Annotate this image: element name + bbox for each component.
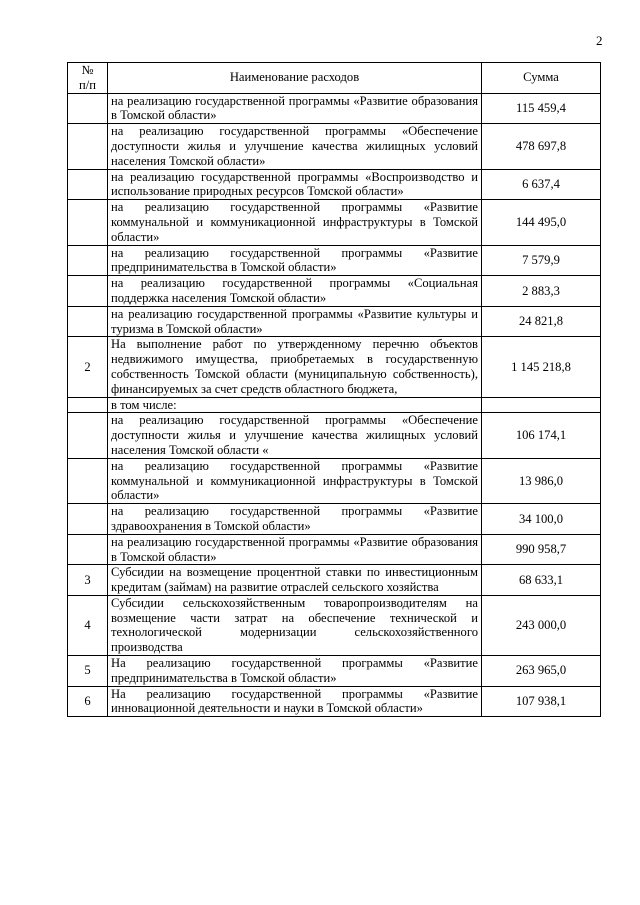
row-number [68, 93, 108, 124]
row-expense-name: на реализацию государственной программы «Развитие коммунальной и коммуникационной инфраструктуры в Томской области» [108, 458, 482, 503]
row-number [68, 397, 108, 413]
header-sum: Сумма [482, 63, 601, 94]
row-sum: 7 579,9 [482, 245, 601, 276]
table-row [68, 245, 601, 276]
row-expense-name: на реализацию государственной программы «Социальная поддержка населения Томской области» [108, 276, 482, 307]
row-sum: 34 100,0 [482, 504, 601, 535]
row-expense-name: на реализацию государственной программы «Воспроизводство и использование природных ресурсов Томской области» [108, 169, 482, 200]
table-row [68, 306, 601, 337]
table-row [68, 504, 601, 535]
table-row [68, 276, 601, 307]
row-number: 4 [68, 595, 108, 655]
row-sum: 6 637,4 [482, 169, 601, 200]
table-row [68, 686, 601, 717]
row-number: 2 [68, 337, 108, 397]
row-expense-name: на реализацию государственной программы «Развитие культуры и туризма в Томской области» [108, 306, 482, 337]
row-sum: 1 145 218,8 [482, 337, 601, 397]
row-sum: 144 495,0 [482, 200, 601, 245]
row-expense-name: на реализацию государственной программы «Развитие коммунальной и коммуникационной инфраструктуры в Томской области» [108, 200, 482, 245]
row-sum: 68 633,1 [482, 565, 601, 596]
row-number: 6 [68, 686, 108, 717]
row-expense-name: на реализацию государственной программы «Развитие здравоохранения в Томской области» [108, 504, 482, 535]
row-number [68, 504, 108, 535]
row-number [68, 413, 108, 458]
row-expense-name: На выполнение работ по утвержденному перечню объектов недвижимого имущества, приобретаемых в государственную собственность Томской области (муниципальную собственность), финансируемых за счет средств областного бюджета, [108, 337, 482, 397]
table-body [68, 93, 601, 717]
row-sum: 24 821,8 [482, 306, 601, 337]
row-sum: 990 958,7 [482, 534, 601, 565]
table-row [68, 458, 601, 503]
row-expense-name: Субсидии сельскохозяйственным товаропроизводителям на возмещение части затрат на обеспечение технической и технологической модернизации сельскохозяйственного производства [108, 595, 482, 655]
table-row [68, 200, 601, 245]
row-expense-name: на реализацию государственной программы «Обеспечение доступности жилья и улучшение качества жилищных условий населения Томской области « [108, 413, 482, 458]
table-row [68, 595, 601, 655]
row-expense-name: Субсидии на возмещение процентной ставки по инвестиционным кредитам (займам) на развитие отраслей сельского хозяйства [108, 565, 482, 596]
table-row [68, 656, 601, 687]
row-number [68, 276, 108, 307]
row-expense-name: На реализацию государственной программы «Развитие предпринимательства в Томской области» [108, 656, 482, 687]
row-expense-name: на реализацию государственной программы «Развитие образования в Томской области» [108, 534, 482, 565]
table-row [68, 534, 601, 565]
table-row [68, 93, 601, 124]
row-sum: 115 459,4 [482, 93, 601, 124]
row-sum: 2 883,3 [482, 276, 601, 307]
row-sum: 243 000,0 [482, 595, 601, 655]
row-number [68, 458, 108, 503]
expenses-table [67, 62, 601, 717]
row-number [68, 200, 108, 245]
row-sum: 107 938,1 [482, 686, 601, 717]
table-row [68, 337, 601, 397]
table-row [68, 565, 601, 596]
row-number [68, 306, 108, 337]
row-sum: 13 986,0 [482, 458, 601, 503]
row-number: 3 [68, 565, 108, 596]
table-row [68, 169, 601, 200]
row-sum: 106 174,1 [482, 413, 601, 458]
header-number-symbol: № [81, 63, 94, 77]
table-header-row [68, 63, 601, 94]
table-row [68, 413, 601, 458]
row-expense-name: на реализацию государственной программы «Развитие образования в Томской области» [108, 93, 482, 124]
row-sum: 478 697,8 [482, 124, 601, 169]
row-expense-name: на реализацию государственной программы «Развитие предпринимательства в Томской области» [108, 245, 482, 276]
row-number [68, 534, 108, 565]
row-number [68, 245, 108, 276]
row-number [68, 124, 108, 169]
row-expense-name: на реализацию государственной программы «Обеспечение доступности жилья и улучшение качества жилищных условий населения Томской области» [108, 124, 482, 169]
page-number: 2 [596, 33, 603, 48]
row-sum: 263 965,0 [482, 656, 601, 687]
row-expense-name: На реализацию государственной программы «Развитие инновационной деятельности и науки в Томской области» [108, 686, 482, 717]
row-expense-name: в том числе: [108, 397, 482, 413]
row-sum [482, 397, 601, 413]
header-name: Наименование расходов [108, 63, 482, 94]
row-number [68, 169, 108, 200]
table-row [68, 124, 601, 169]
row-number: 5 [68, 656, 108, 687]
header-number [68, 63, 108, 94]
table-row [68, 397, 601, 413]
header-number-abbr: п/п [79, 77, 96, 92]
